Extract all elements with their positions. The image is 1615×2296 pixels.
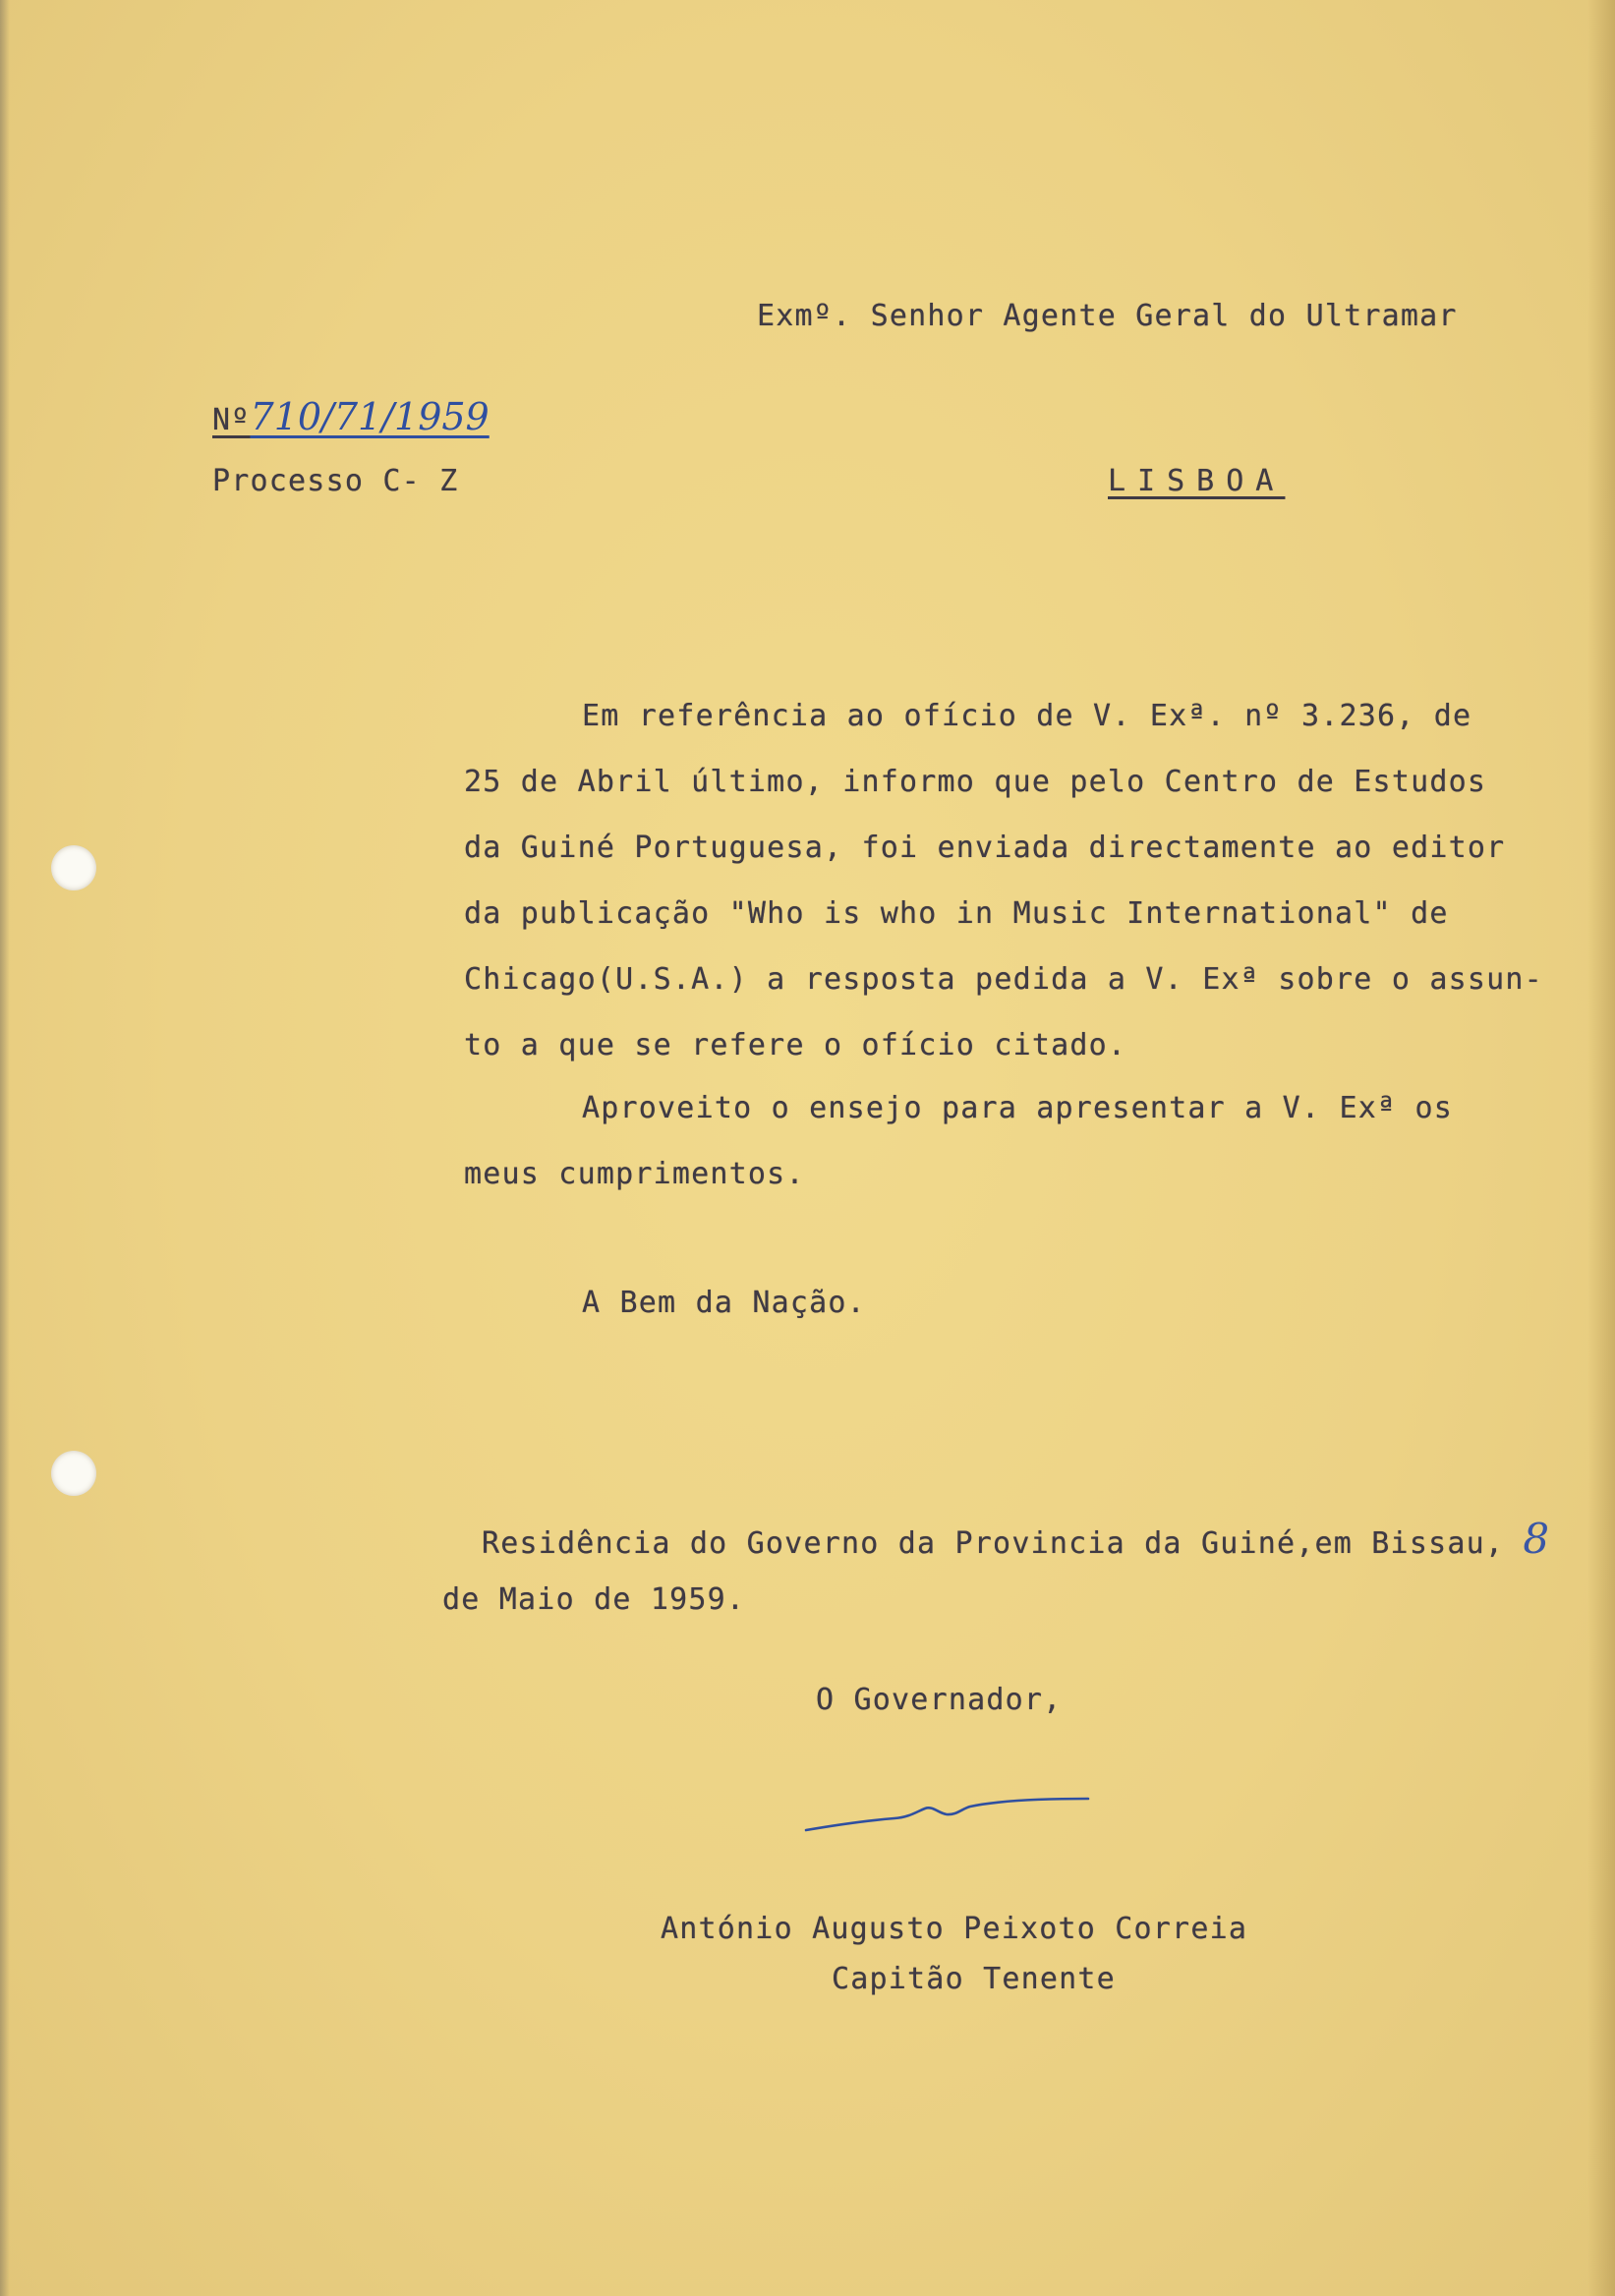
body-line-4: da publicação "Who is who in Music International" de — [464, 896, 1449, 931]
page-right-edge-shadow — [1587, 0, 1615, 2296]
body-line-5: Chicago(U.S.A.) a resposta pedida a V. Exª sobre o assun- — [464, 962, 1543, 997]
dateline-handwritten-day: 8 — [1523, 1515, 1550, 1563]
dateline-line-1 — [482, 1515, 1549, 1563]
body-line-3: da Guiné Portuguesa, foi enviada directamente ao editor — [464, 831, 1506, 865]
dateline-line-2: de Maio de 1959. — [442, 1582, 746, 1617]
process-reference: Processo C- Z — [212, 464, 459, 498]
signatory-rank: Capitão Tenente — [832, 1962, 1116, 1996]
salutation: A Bem da Nação. — [582, 1286, 866, 1320]
body-line-6: to a que se refere o ofício citado. — [464, 1028, 1127, 1062]
signatory-title: O Governador, — [816, 1683, 1063, 1717]
closing-line-1: Aproveito o ensejo para apresentar a V. Exª os — [582, 1091, 1454, 1125]
punch-hole-bottom — [51, 1451, 96, 1496]
addressee-line: Exmº. Senhor Agente Geral do Ultramar — [757, 299, 1458, 333]
reference-handwritten-number: 710/71/1959 — [250, 395, 490, 438]
signatory-name: António Augusto Peixoto Correia — [661, 1912, 1248, 1946]
reference-prefix: Nº — [212, 403, 251, 437]
reference-number — [212, 395, 490, 438]
punch-hole-top — [51, 845, 96, 890]
handwritten-signature — [801, 1787, 1096, 1846]
closing-line-2: meus cumprimentos. — [464, 1157, 805, 1191]
page-left-edge — [0, 0, 10, 2296]
body-line-1: Em referência ao ofício de V. Exª. nº 3.236, de — [582, 699, 1472, 733]
body-line-2: 25 de Abril último, informo que pelo Centro de Estudos — [464, 765, 1487, 799]
addressee-city: LISBOA — [1108, 464, 1286, 498]
dateline-place: Residência do Governo da Provincia da Guiné,em Bissau, — [482, 1526, 1505, 1561]
